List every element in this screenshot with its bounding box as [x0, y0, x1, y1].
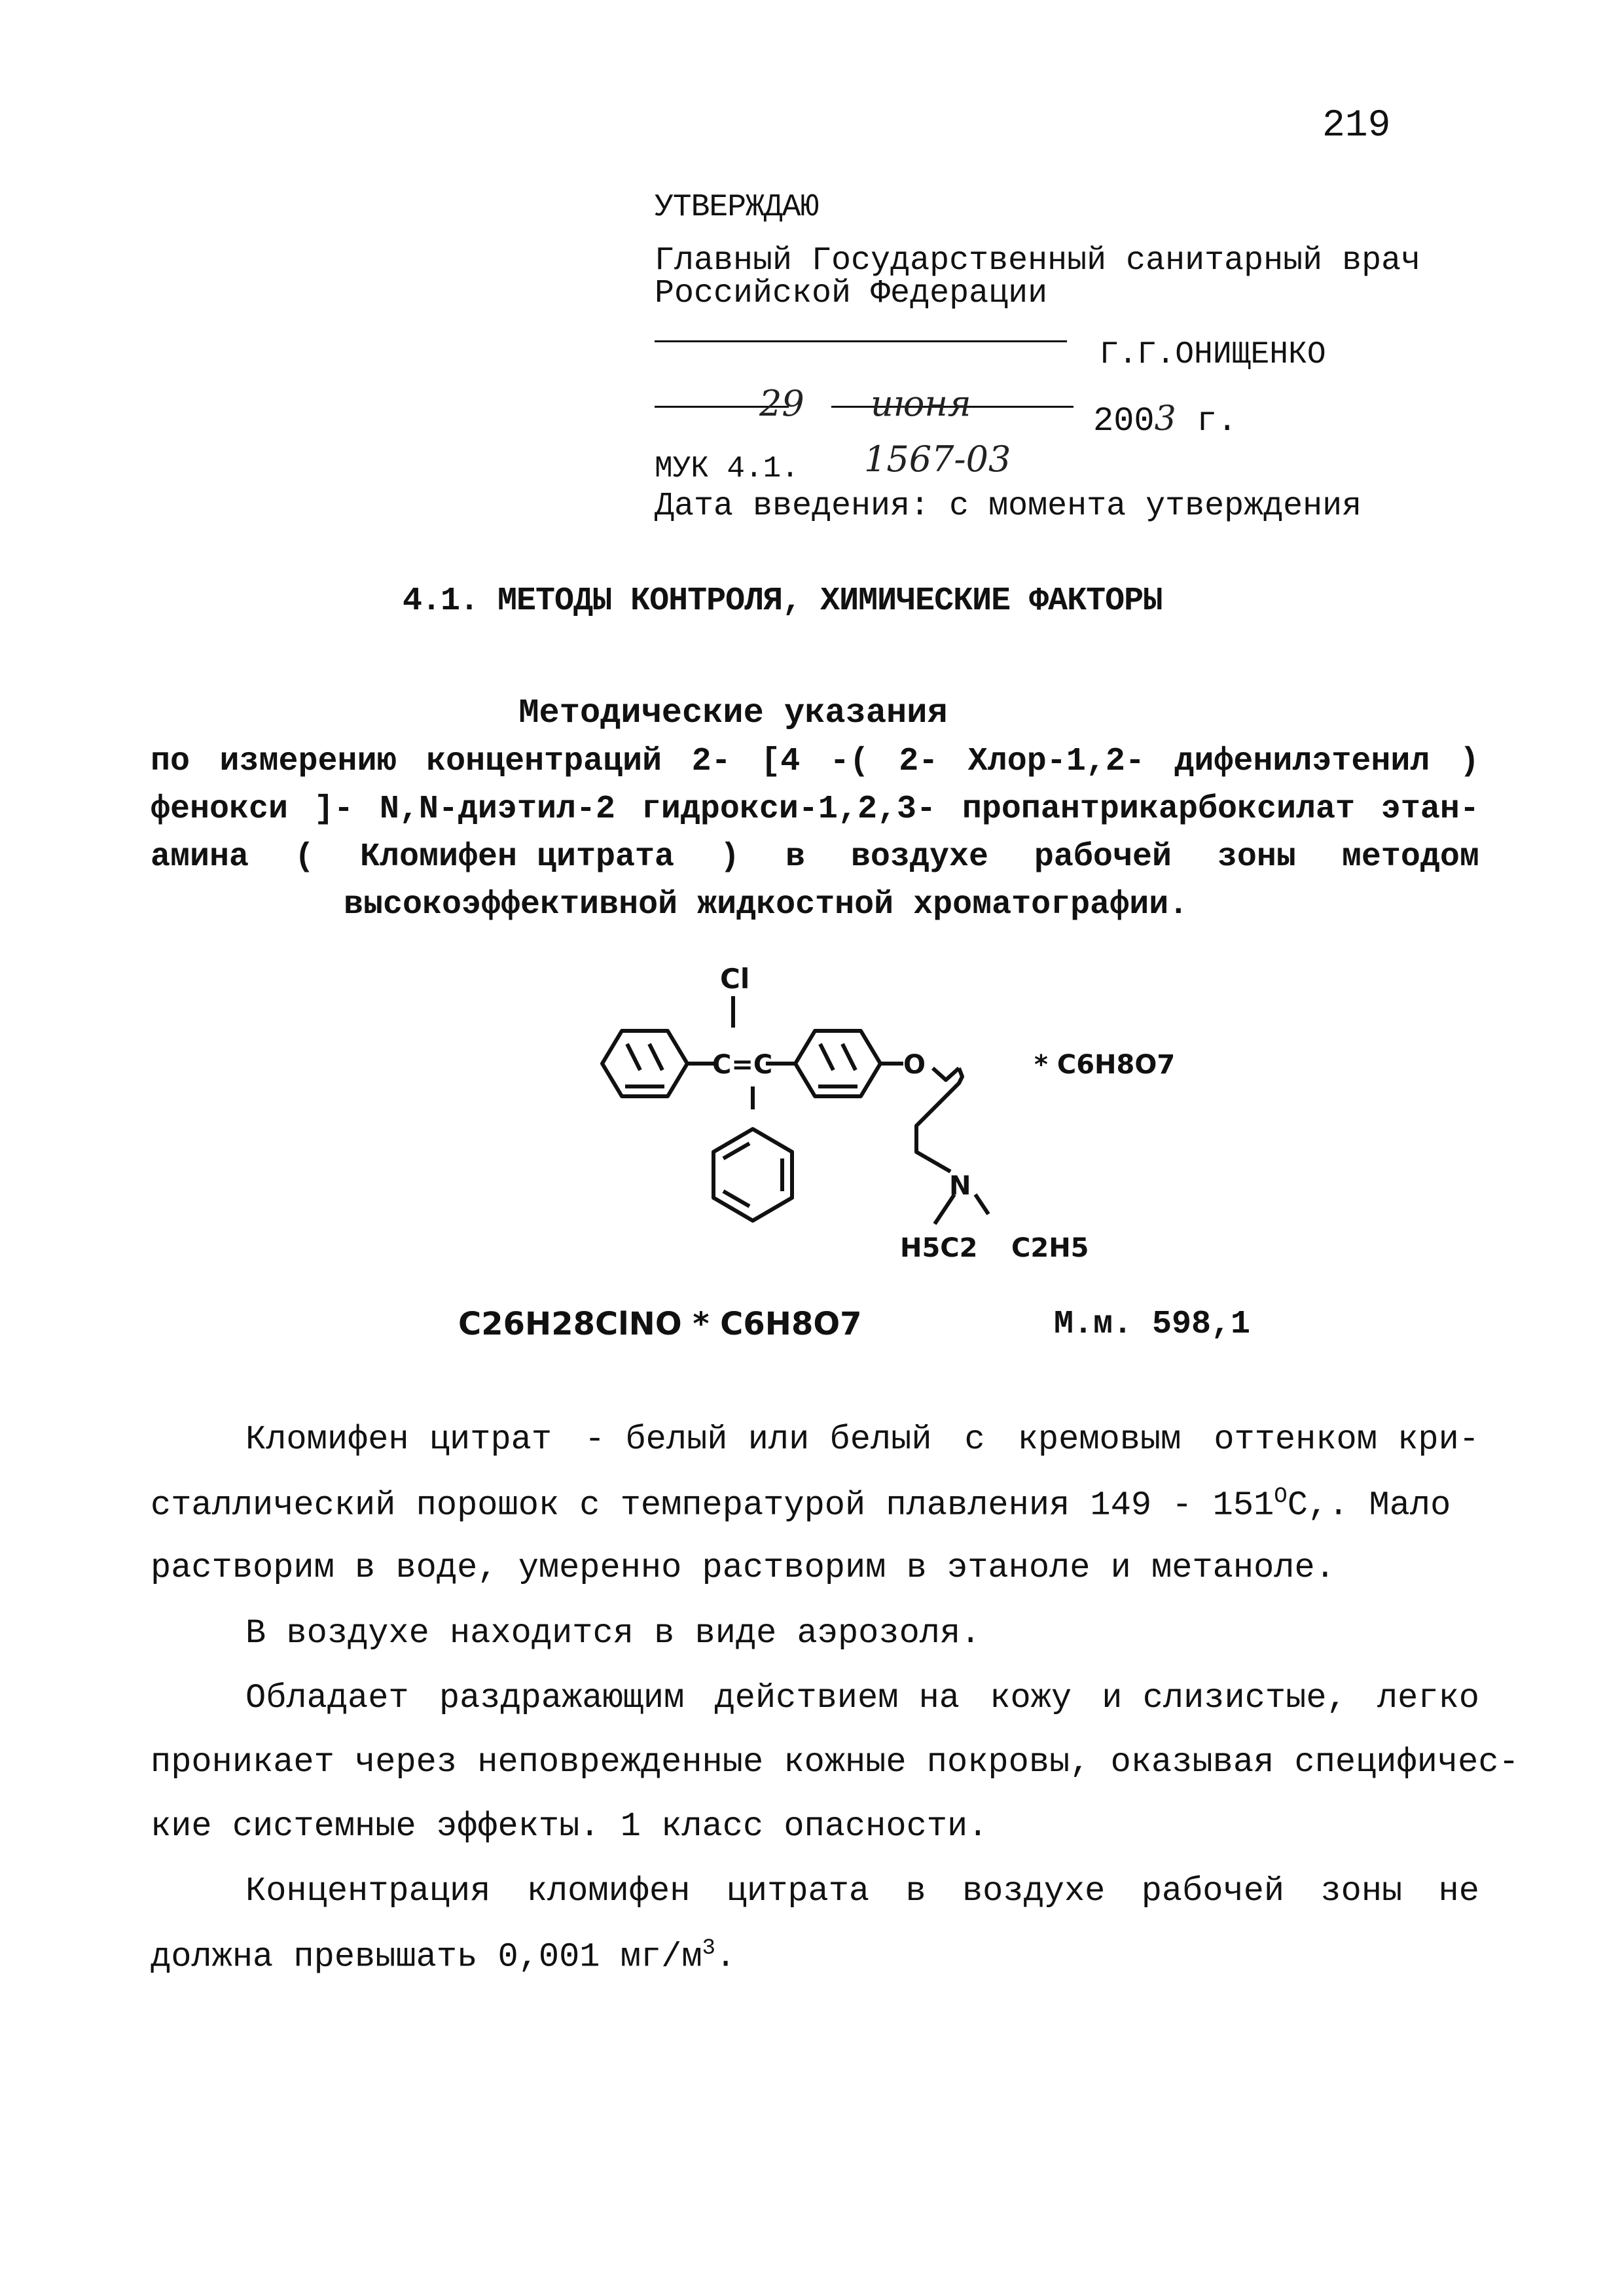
subtitle-word: по	[151, 743, 190, 780]
subtitle-word: (	[294, 838, 314, 876]
paragraph3-line2: проникает через неповрежденные кожные покровы, оказывая специфичес-	[151, 1743, 1519, 1782]
subtitle-line4: высокоэффективной жидкостной хроматографии.	[344, 886, 1189, 924]
body-word: Обладает	[245, 1679, 409, 1717]
date-day-handwritten: 29	[759, 383, 804, 424]
double-bond-label: C=C	[712, 1050, 773, 1080]
section-title: 4.1. МЕТОДЫ КОНТРОЛЯ, ХИМИЧЕСКИЕ ФАКТОРЫ	[403, 583, 1163, 620]
body-word: кремовым	[1017, 1420, 1182, 1459]
body-word: кожу	[990, 1679, 1072, 1717]
paragraph4-line1	[245, 1872, 1479, 1910]
nitrogen-label: N	[949, 1171, 971, 1201]
muk-number-handwritten: 1567-03	[864, 439, 1011, 480]
chlorine-label: Cl	[720, 963, 750, 995]
body-text: .	[715, 1937, 736, 1977]
body-text: сталлический порошок с температурой плавления 149 - 151	[151, 1486, 1274, 1525]
signer-name: Г.Г.ОНИЩЕНКО	[1100, 337, 1326, 372]
approver-position-line2: Российской Федерации	[655, 275, 1048, 312]
paragraph2: В воздухе находится в виде аэрозоля.	[245, 1614, 981, 1653]
molecular-formula: C26H28ClNO * C6H8O7	[458, 1306, 862, 1342]
subtitle-word: зоны	[1217, 838, 1296, 876]
subtitle-word: рабочей	[1034, 838, 1172, 876]
cubic-superscript: 3	[702, 1936, 715, 1961]
body-word: - белый или белый	[585, 1420, 932, 1459]
body-word: в	[905, 1872, 926, 1910]
subtitle-word: в	[785, 838, 805, 876]
year-prefix: 200	[1093, 402, 1155, 440]
body-word: Концентрация	[245, 1872, 491, 1910]
signature-line	[655, 340, 1067, 342]
subtitle-line1	[151, 743, 1479, 780]
muk-label: МУК 4.1.	[655, 452, 799, 486]
paragraph3-line3: кие системные эффекты. 1 класс опасности.	[151, 1807, 988, 1846]
body-word: раздражающим	[439, 1679, 685, 1717]
molar-mass: М.м. 598,1	[1054, 1306, 1251, 1343]
page-number: 219	[1322, 105, 1391, 147]
subtitle-word: [4	[761, 743, 801, 780]
paragraph1-line2	[151, 1484, 1451, 1524]
ethyl-right-label: C2H5	[1011, 1233, 1089, 1263]
body-word: воздухе	[962, 1872, 1106, 1910]
degree-superscript: О	[1274, 1484, 1288, 1509]
subtitle-word: методом	[1341, 838, 1479, 876]
subtitle-word: ]-	[314, 791, 353, 828]
subtitle-word: амина	[151, 838, 249, 876]
body-text: С,. Мало	[1287, 1486, 1451, 1525]
body-word: действием на	[714, 1679, 960, 1717]
subtitle-word: концентраций	[426, 743, 662, 780]
subtitle-line3	[151, 838, 1479, 876]
subtitle-word: 2-	[899, 743, 939, 780]
body-word: Кломифен цитрат	[245, 1420, 552, 1459]
year-suffix: г.	[1196, 402, 1238, 440]
structural-formula	[576, 962, 1231, 1276]
approver-position-line1: Главный Государственный санитарный врач	[655, 242, 1421, 279]
subtitle-word: )	[1459, 743, 1479, 780]
body-word: легко	[1377, 1679, 1479, 1717]
subtitle-word: измерению	[219, 743, 397, 780]
paragraph1-line3: растворим в воде, умеренно растворим в этаноле и метаноле.	[151, 1549, 1335, 1587]
subtitle-word: воздухе	[850, 838, 988, 876]
subtitle-word: 2-	[691, 743, 731, 780]
paragraph1-line1	[245, 1420, 1479, 1459]
paragraph3-line1	[245, 1679, 1479, 1717]
approval-heading: УТВЕРЖДАЮ	[655, 190, 819, 225]
subtitle-word: фенокси	[151, 791, 289, 828]
ethyl-left-label: H5C2	[900, 1233, 978, 1263]
subtitle-word: пропантрикарбоксилат	[962, 791, 1355, 828]
subtitle-word: этан-	[1380, 791, 1479, 828]
subtitle-word: )	[719, 838, 740, 876]
subtitle-word: N,N-диэтил-2	[379, 791, 615, 828]
body-word: зоны	[1320, 1872, 1403, 1910]
document-title: Методические указания	[518, 694, 948, 732]
salt-label: * C6H8O7	[1034, 1050, 1176, 1080]
subtitle-word: Хлор-1,2-	[967, 743, 1145, 780]
year-handwritten: 3	[1154, 399, 1176, 439]
body-word: не	[1438, 1872, 1479, 1910]
date-month-handwritten: июня	[871, 383, 971, 424]
oxygen-label: O	[903, 1050, 926, 1080]
paragraph4-line2	[151, 1936, 736, 1976]
body-word: кломифен	[526, 1872, 691, 1910]
body-word: и слизистые,	[1102, 1679, 1347, 1717]
body-word: оттенком кри-	[1214, 1420, 1479, 1459]
body-word: цитрата	[726, 1872, 870, 1910]
subtitle-word: дифенилэтенил	[1174, 743, 1430, 780]
subtitle-word: -(	[829, 743, 869, 780]
intro-date: Дата введения: с момента утверждения	[655, 488, 1362, 525]
body-text: должна превышать 0,001 мг/м	[151, 1937, 702, 1977]
subtitle-word: гидрокси-1,2,3-	[641, 791, 936, 828]
subtitle-word: Кломифен цитрата	[359, 838, 675, 876]
subtitle-line2	[151, 791, 1479, 828]
approval-year	[1093, 399, 1237, 440]
body-word: рабочей	[1141, 1872, 1285, 1910]
body-word: с	[964, 1420, 985, 1459]
